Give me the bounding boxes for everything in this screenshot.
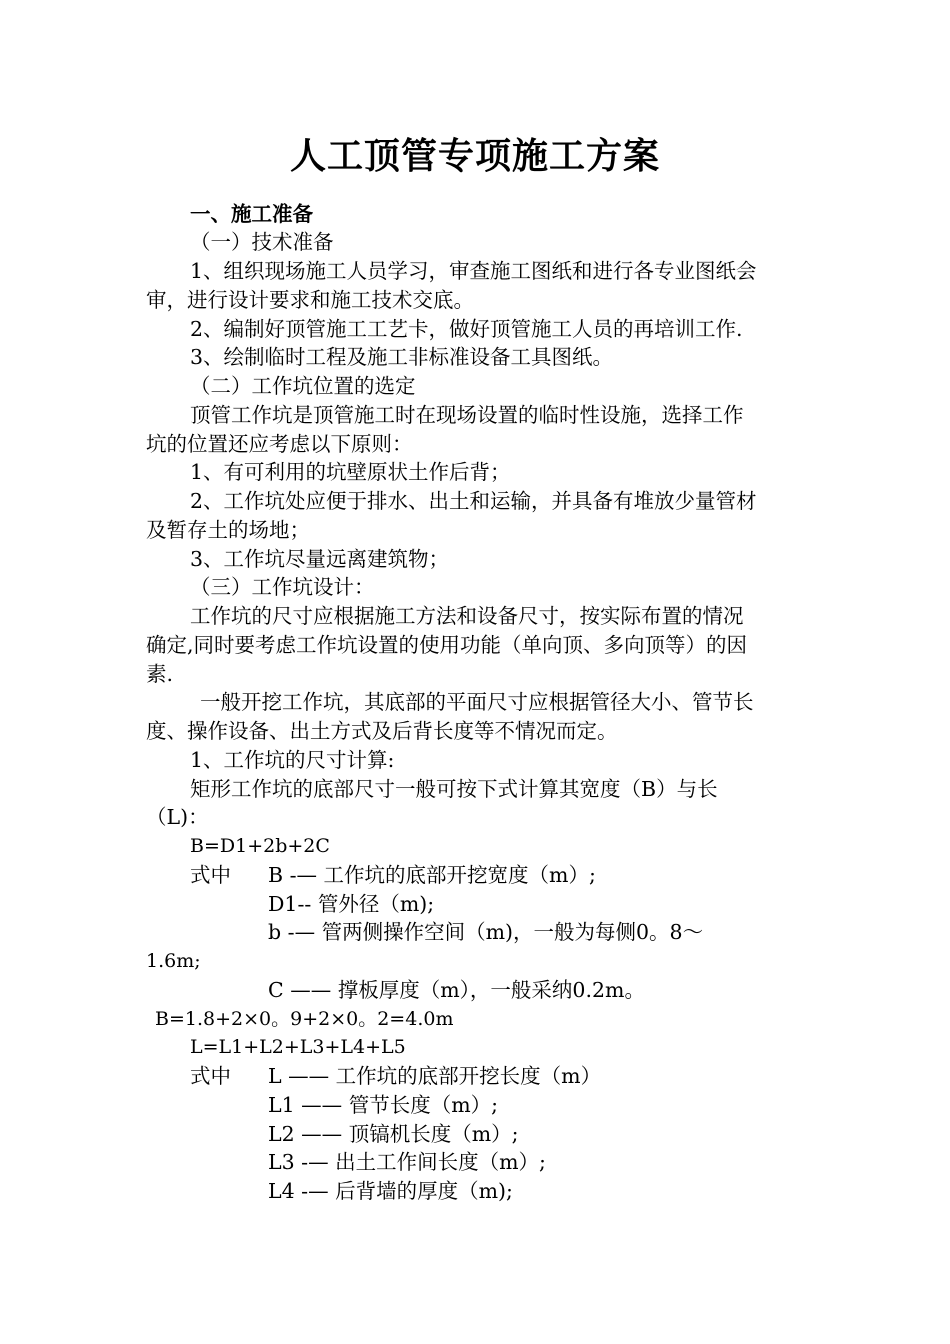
formula-definition: L2 —— 顶镐机长度（m）; xyxy=(268,1122,519,1146)
paragraph-line: 矩形工作坑的底部尺寸一般可按下式计算其宽度（B）与长 xyxy=(190,777,718,801)
paragraph-line: 3、绘制临时工程及施工非标准设备工具图纸。 xyxy=(190,345,614,369)
paragraph-line: 确定,同时要考虑工作坑设置的使用功能（单向顶、多向顶等）的因 xyxy=(146,633,748,657)
subsection-heading: （二）工作坑位置的选定 xyxy=(190,374,416,398)
formula-label: 式中 xyxy=(190,863,231,887)
paragraph-line: 2、工作坑处应便于排水、出土和运输，并具备有堆放少量管材 xyxy=(190,489,757,513)
paragraph-line: 及暂存土的场地； xyxy=(146,518,310,542)
formula-definition: C —— 撑板厚度（m），一般采纳0.2m。 xyxy=(268,978,645,1002)
document-title: 人工顶管专项施工方案 xyxy=(289,135,660,177)
formula-definition: b -— 管两侧操作空间（m)，一般为每侧0。8～ xyxy=(268,920,704,944)
paragraph-line: 一般开挖工作坑，其底部的平面尺寸应根据管径大小、管节长 xyxy=(200,690,754,714)
paragraph-line: 素. xyxy=(146,662,174,686)
paragraph-line: 顶管工作坑是顶管施工时在现场设置的临时性设施，选择工作 xyxy=(190,403,744,427)
paragraph-line: 1、有可利用的坑壁原状土作后背； xyxy=(190,460,511,484)
formula-definition: L4 -— 后背墙的厚度（m); xyxy=(268,1179,513,1203)
paragraph-line: 2、编制好顶管施工工艺卡，做好顶管施工人员的再培训工作. xyxy=(190,317,743,341)
formula-definition: L3 -— 出土工作间长度（m）; xyxy=(268,1150,546,1174)
formula-line: B=D1+2b+2C xyxy=(190,835,330,857)
formula-definition: L —— 工作坑的底部开挖长度（m） xyxy=(268,1064,602,1088)
paragraph-line: （L)： xyxy=(146,805,209,829)
formula-definition: 1.6m; xyxy=(146,950,201,972)
formula-line: L=L1+L2+L3+L4+L5 xyxy=(190,1036,406,1058)
formula-definition: B -— 工作坑的底部开挖宽度（m）; xyxy=(268,863,596,887)
paragraph-line: 度、操作设备、出土方式及后背长度等不情况而定。 xyxy=(146,719,618,743)
subsection-heading: （三）工作坑设计： xyxy=(190,575,375,599)
paragraph-line: 审，进行设计要求和施工技术交底。 xyxy=(146,288,474,312)
formula-label: 式中 xyxy=(190,1064,231,1088)
subsection-heading: （一）技术准备 xyxy=(190,230,334,254)
paragraph-line: 1、组织现场施工人员学习，审查施工图纸和进行各专业图纸会 xyxy=(190,259,757,283)
formula-line: B=1.8+2×0。9+2×0。2=4.0m xyxy=(155,1008,454,1030)
section-heading-1: 一、施工准备 xyxy=(190,202,313,226)
paragraph-line: 1、工作坑的尺寸计算: xyxy=(190,748,395,772)
paragraph-line: 3、工作坑尽量远离建筑物； xyxy=(190,547,450,571)
paragraph-line: 工作坑的尺寸应根据施工方法和设备尺寸，按实际布置的情况 xyxy=(190,604,744,628)
formula-definition: D1-- 管外径（m); xyxy=(268,892,435,916)
paragraph-line: 坑的位置还应考虑以下原则： xyxy=(146,432,413,456)
formula-definition: L1 —— 管节长度（m）; xyxy=(268,1093,499,1117)
